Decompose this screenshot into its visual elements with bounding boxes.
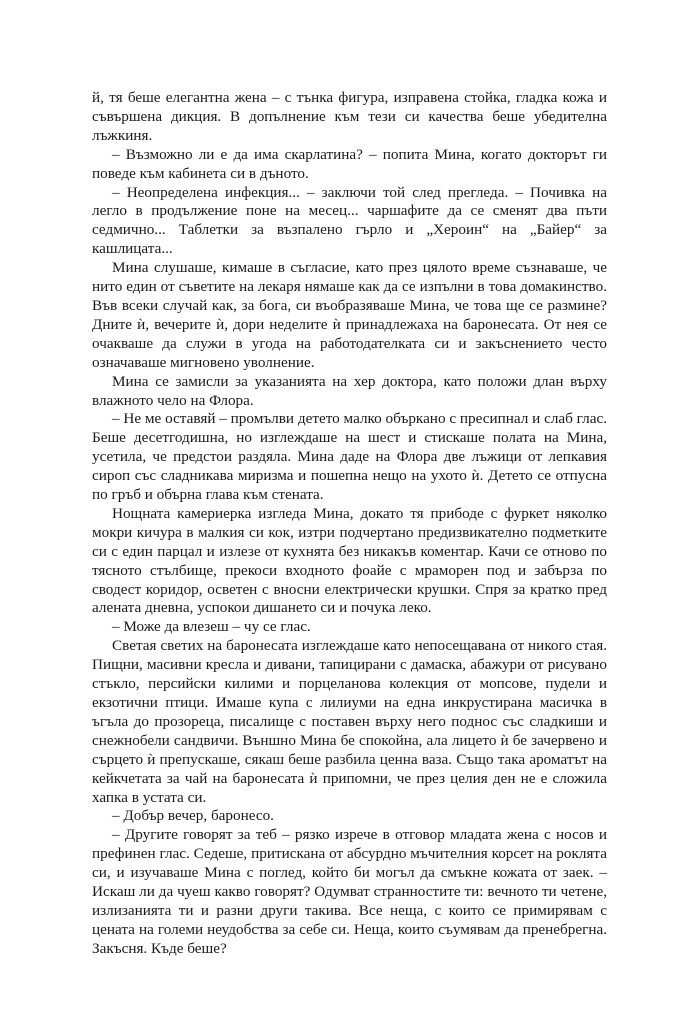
paragraph-6: – Не ме оставяй – промълви детето малко объркано с пресипнал и слаб глас. Беше десетгодишна, но изглеждаше на шест и стискаше полата на Мина, усетила, че предстои раздяла. Мина даде на Флора две лъжици от лепкавия сироп със сладникава миризма и пошепна нещо на ухото ѝ. Детето се отпусна по гръб и обърна глава към стената. [92,410,607,504]
paragraph-7: Нощната камериерка изгледа Мина, докато тя прибоде с фуркет няколко мокри кичура в малкия си кок, изтри подчертано предизвикателно подметките си с един парцал и излезе от кухнята без никакъв коментар. Качи се отново по тясното стълбище, прекоси входното фоайе с мраморен под и забърза по сводест коридор, осветен с вносни електрически крушки. Спря за кратко пред алената дневна, успокои дишането си и почука леко. [92,504,607,617]
book-page [92,89,607,959]
paragraph-9: Светая светих на баронесата изглеждаше като непосещавана от никого стая. Пищни, масивни кресла и дивани, тапицирани с дамаска, абажури от рисувано стъкло, персийски килими и порцеланова колекция от мопсове, пудели и екзотични птици. Имаше купа с лилиуми на една инкрустирана масичка в ъгъла до прозореца, писалище с поставен върху него поднос със сладкиши и снежнобели сандвичи. Външно Мина бе спокойна, ала лицето ѝ бе зачервено и сърцето ѝ препускаше, сякаш беше разбила ценна ваза. Също така ароматът на кейкчетата за чай на баронесата ѝ припомни, че през целия ден не е сложила хапка в устата си. [92,637,607,806]
paragraph-4: Мина слушаше, кимаше в съгласие, като през цялото време съзнаваше, че нито един от съветите на лекаря нямаше как да се изпълни в това домакинство. Във всеки случай как, за бога, си въобразяваше Мина, че това ще се размине? Дните ѝ, вечерите ѝ, дори неделите ѝ принадлежаха на баронесата. От нея се очакваше да служи в угода на работодателката си и закъснението често означаваше мигновено уволнение. [92,259,607,371]
paragraph-10: – Добър вечер, баронесо. [112,807,274,825]
paragraph-3: – Неопределена инфекция... – заключи той след прегледа. – Почивка на легло в продължение поне на месец... чаршафите да се сменят два пъти седмично... Таблетки за възпалено гърло и „Хероин“ на „Байер“ за кашлицата... [92,183,607,258]
paragraph-5: Мина се замисли за указанията на хер доктора, като положи длан върху влажното чело на Флора. [92,372,607,409]
paragraph-2: – Възможно ли е да има скарлатина? – попита Мина, когато докторът ги поведе към кабинета си в дъното. [92,145,607,182]
paragraph-8: – Може да влезеш – чу се глас. [112,618,311,636]
paragraph-11: – Другите говорят за теб – рязко изрече в отговор младата жена с носов и префинен глас. Седеше, притискана от абсурдно мъчителния корсет на роклята си, и изучаваше Мина с поглед, който би могъл да смъкне кожата от заек. – Искаш ли да чуеш какво говорят? Одумват странностите ти: вечното ти четене, излизанията ти и разни други такива. Все неща, с които се примирявам с цената на големи неудобства за себе си. Неща, които съумявам да пренебрегна. Закъсня. Къде беше? [92,826,607,957]
paragraph-1: й, тя беше елегантна жена – с тънка фигура, изправена стойка, гладка кожа и съвършена дикция. В допълнение към тези си качества беше убедителна лъжкиня. [92,89,607,144]
